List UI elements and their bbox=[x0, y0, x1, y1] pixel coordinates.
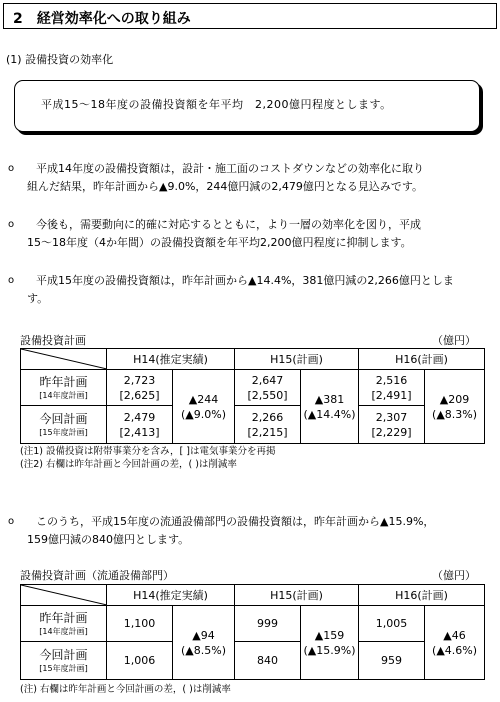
cell-value-bracket: [2,550] bbox=[247, 388, 288, 402]
paragraph-1 bbox=[8, 160, 488, 196]
diff-value: ▲159 bbox=[314, 628, 345, 642]
table-cell bbox=[107, 406, 173, 444]
table2-unit: （億円） bbox=[432, 569, 476, 582]
header-h14: H14(推定実績) bbox=[107, 585, 235, 606]
table-cell bbox=[107, 370, 173, 406]
cell-value-bracket: [2,215] bbox=[247, 425, 288, 439]
diff-cell bbox=[425, 370, 485, 444]
paragraph-3 bbox=[8, 272, 488, 308]
cell-value: 840 bbox=[257, 654, 279, 667]
paragraph-line: 平成15年度の設備投資額は，昨年計画から▲14.4%，381億円減の2,266億円としま bbox=[36, 274, 454, 287]
diff-value: ▲209 bbox=[439, 392, 470, 406]
row-label bbox=[21, 406, 107, 444]
cell-value: 959 bbox=[381, 654, 403, 667]
header-h14: H14(推定実績) bbox=[107, 349, 235, 370]
diff-cell bbox=[173, 370, 235, 444]
cell-value: 2,307 bbox=[375, 410, 408, 424]
diff-value: ▲381 bbox=[314, 392, 345, 406]
section-title-bar bbox=[3, 3, 497, 29]
table-cell bbox=[107, 606, 173, 642]
paragraph-line: す。 bbox=[27, 292, 49, 305]
section-title: 2 経営効率化への取り組み bbox=[13, 11, 191, 27]
header-h15: H15(計画) bbox=[235, 349, 359, 370]
cell-value: 2,647 bbox=[251, 373, 284, 387]
cell-value: 1,100 bbox=[123, 617, 156, 630]
summary-box bbox=[14, 80, 480, 132]
bullet-icon: o bbox=[8, 275, 15, 286]
row-label bbox=[21, 606, 107, 642]
diff-rate: (▲8.3%) bbox=[432, 407, 478, 421]
row-label-main: 今回計画 bbox=[39, 647, 88, 662]
table-cell bbox=[359, 606, 425, 642]
table-cell bbox=[107, 642, 173, 680]
header-h15: H15(計画) bbox=[235, 585, 359, 606]
row-label-main: 昨年計画 bbox=[39, 610, 88, 625]
paragraph-line: 今後も，需要動向に的確に対応するとともに，より一層の効率化を図り，平成 bbox=[36, 218, 421, 231]
paragraph-line: このうち，平成15年度の流通設備部門の設備投資額は，昨年計画から▲15.9%， bbox=[36, 515, 435, 528]
diagonal-line bbox=[21, 349, 107, 369]
paragraph-line: 平成14年度の設備投資額は，設計・施工面のコストダウンなどの効率化に取り bbox=[36, 162, 424, 175]
note-line: (注) 右欄は昨年計画と今回計画の差，( )は削減率 bbox=[20, 684, 231, 695]
header-h16: H16(計画) bbox=[359, 585, 485, 606]
paragraph-line: 159億円減の840億円とします。 bbox=[27, 533, 190, 546]
diagonal-line bbox=[21, 585, 107, 605]
diff-value: ▲244 bbox=[188, 392, 219, 406]
cell-value-bracket: [2,413] bbox=[119, 425, 160, 439]
row-label-sub: [15年度計画] bbox=[39, 663, 88, 673]
row-label-sub: [14年度計画] bbox=[39, 390, 88, 400]
diff-cell bbox=[173, 606, 235, 680]
cell-value: 2,516 bbox=[375, 373, 408, 387]
summary-text: 平成15～18年度の設備投資額を年平均 2,200億円程度とします。 bbox=[41, 98, 392, 111]
row-label bbox=[21, 642, 107, 680]
subsection-heading: (1) 設備投資の効率化 bbox=[6, 53, 114, 66]
paragraph-2 bbox=[8, 216, 488, 252]
note-line: (注1) 設備投資は附帯事業分を含み，[ ]は電気事業分を再掲 bbox=[20, 446, 276, 457]
table-cell bbox=[359, 370, 425, 406]
table-cell bbox=[235, 606, 301, 642]
row-label-sub: [15年度計画] bbox=[39, 427, 88, 437]
bullet-icon: o bbox=[8, 516, 15, 527]
diff-value: ▲46 bbox=[443, 628, 466, 642]
table-cell bbox=[359, 406, 425, 444]
diff-rate: (▲4.6%) bbox=[432, 643, 478, 657]
cell-value: 2,723 bbox=[123, 373, 156, 387]
row-label-sub: [14年度計画] bbox=[39, 626, 88, 636]
row-label-main: 今回計画 bbox=[39, 411, 88, 426]
header-corner-cell bbox=[21, 349, 107, 370]
cell-value: 1,005 bbox=[375, 617, 408, 630]
row-label bbox=[21, 370, 107, 406]
capex-table bbox=[20, 348, 485, 444]
table2-notes bbox=[20, 683, 231, 696]
cell-value-bracket: [2,491] bbox=[371, 388, 412, 402]
paragraph-4 bbox=[8, 513, 488, 549]
table2-caption: 設備投資計画（流通設備部門） bbox=[20, 569, 174, 582]
table-cell bbox=[359, 642, 425, 680]
table-cell bbox=[235, 370, 301, 406]
table-cell bbox=[235, 406, 301, 444]
cell-value-bracket: [2,229] bbox=[371, 425, 412, 439]
header-corner-cell bbox=[21, 585, 107, 606]
bullet-icon: o bbox=[8, 219, 15, 230]
diff-cell bbox=[301, 606, 359, 680]
cell-value: 2,266 bbox=[251, 410, 284, 424]
paragraph-line: 15～18年度（4か年間）の設備投資額を年平均2,200億円程度に抑制します。 bbox=[27, 236, 412, 249]
diff-rate: (▲15.9%) bbox=[303, 643, 356, 657]
diff-cell bbox=[301, 370, 359, 444]
note-line: (注2) 右欄は昨年計画と今回計画の差，( )は削減率 bbox=[20, 459, 237, 470]
table1-unit: （億円） bbox=[432, 334, 476, 347]
capex-distribution-table bbox=[20, 584, 485, 680]
table-cell bbox=[235, 642, 301, 680]
cell-value: 999 bbox=[257, 617, 279, 630]
cell-value: 1,006 bbox=[123, 654, 156, 667]
row-label-main: 昨年計画 bbox=[39, 374, 88, 389]
header-h16: H16(計画) bbox=[359, 349, 485, 370]
diff-rate: (▲14.4%) bbox=[303, 407, 356, 421]
paragraph-line: 組んだ結果，昨年計画から▲9.0%，244億円減の2,479億円となる見込みです。 bbox=[27, 180, 424, 193]
diff-rate: (▲8.5%) bbox=[181, 643, 226, 657]
cell-value-bracket: [2,625] bbox=[119, 388, 160, 402]
table1-caption: 設備投資計画 bbox=[20, 334, 86, 347]
table1-notes bbox=[20, 445, 275, 471]
diff-rate: (▲9.0%) bbox=[181, 407, 226, 421]
bullet-icon: o bbox=[8, 163, 15, 174]
diff-value: ▲94 bbox=[192, 628, 215, 642]
diff-cell bbox=[425, 606, 485, 680]
cell-value: 2,479 bbox=[123, 410, 156, 424]
